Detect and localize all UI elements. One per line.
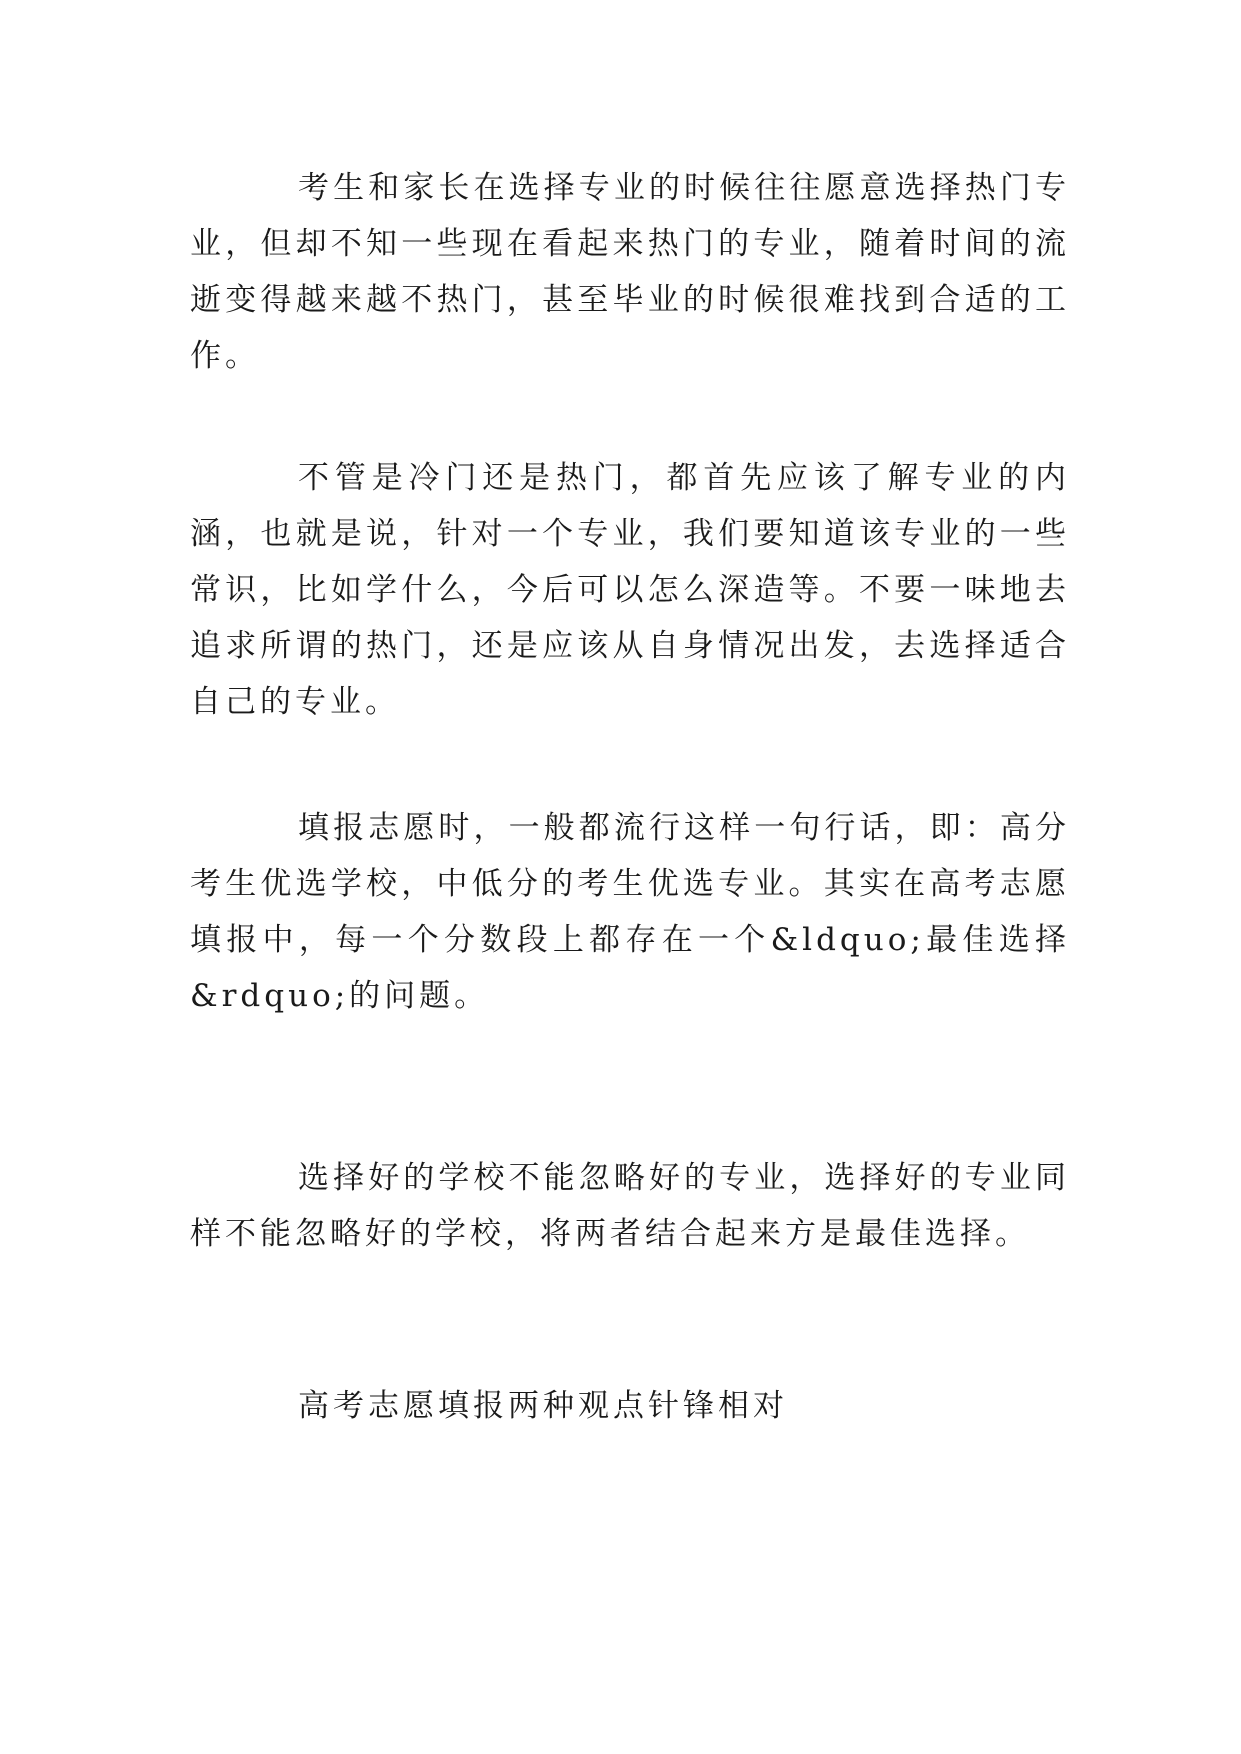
section-heading: 高考志愿填报两种观点针锋相对 (298, 1388, 788, 1424)
paragraph-best-choice: 填报志愿时，一般都流行这样一句行话，即：高分考生优选学校，中低分的考生优选专业。其实在高考志愿填报中，每一个分数段上都存在一个&ldquo;最佳选择&rdquo;的问题。 (190, 810, 1070, 1014)
paragraph-hot-majors: 考生和家长在选择专业的时候往往愿意选择热门专业，但却不知一些现在看起来热门的专业，随着时间的流逝变得越来越不热门，甚至毕业的时候很难找到合适的工作。 (190, 170, 1070, 374)
paragraph-understand-major: 不管是冷门还是热门，都首先应该了解专业的内涵，也就是说，针对一个专业，我们要知道该专业的一些常识，比如学什么，今后可以怎么深造等。不要一味地去追求所谓的热门，还是应该从自身情况出发，去选择适合自己的专业。 (190, 460, 1070, 720)
paragraph-school-and-major: 选择好的学校不能忽略好的专业，选择好的专业同样不能忽略好的学校，将两者结合起来方是最佳选择。 (190, 1160, 1070, 1252)
